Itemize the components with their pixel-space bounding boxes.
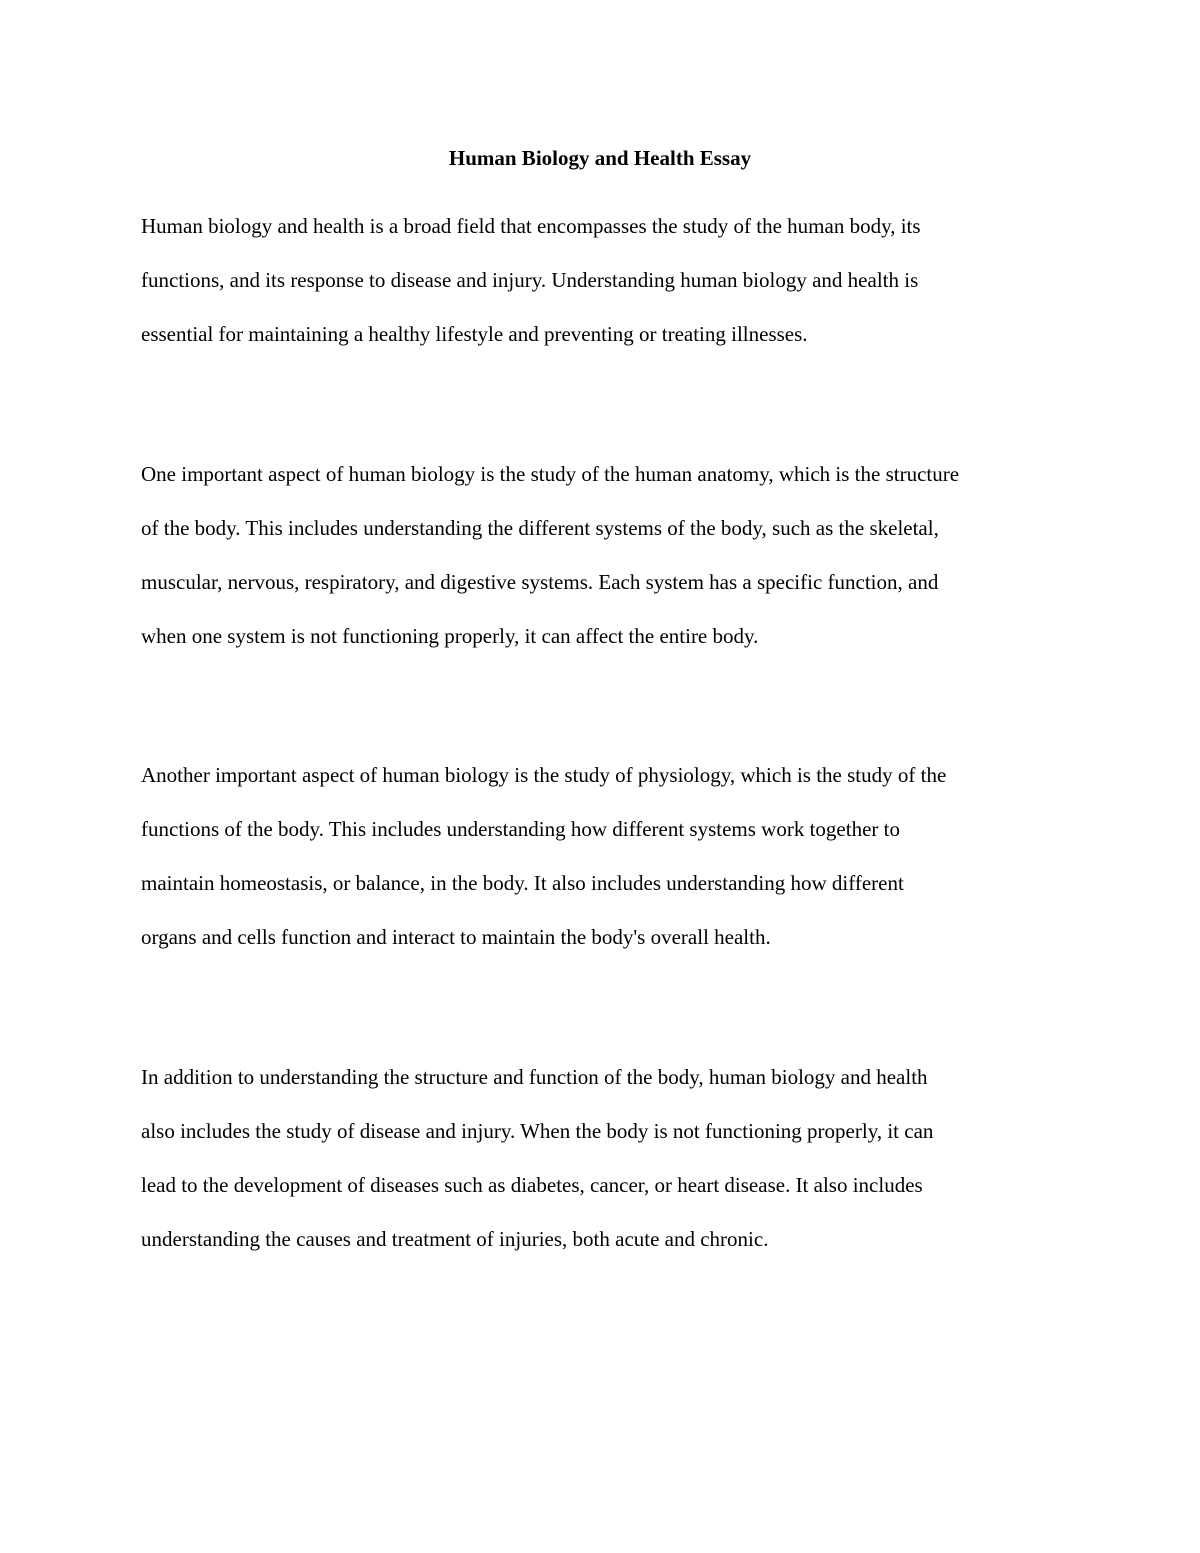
paragraph-line: understanding the causes and treatment of injuries, both acute and chronic. bbox=[141, 1227, 769, 1251]
paragraph-line: In addition to understanding the structure and function of the body, human biology and health bbox=[141, 1065, 928, 1089]
paragraph-line: Human biology and health is a broad field that encompasses the study of the human body, its bbox=[141, 214, 921, 238]
paragraph-line: One important aspect of human biology is the study of the human anatomy, which is the structure bbox=[141, 462, 960, 486]
paragraph-line: functions, and its response to disease and injury. Understanding human biology and health is bbox=[141, 268, 919, 292]
paragraph-1 bbox=[141, 199, 921, 361]
paragraph-line: muscular, nervous, respiratory, and digestive systems. Each system has a specific function, and bbox=[141, 570, 939, 594]
paragraph-3 bbox=[141, 748, 946, 964]
paragraph-line: of the body. This includes understanding the different systems of the body, such as the skeletal, bbox=[141, 516, 939, 540]
paragraph-line: maintain homeostasis, or balance, in the body. It also includes understanding how different bbox=[141, 871, 904, 895]
paragraph-line: organs and cells function and interact to maintain the body's overall health. bbox=[141, 925, 771, 949]
paragraph-line: Another important aspect of human biology is the study of physiology, which is the study of the bbox=[141, 763, 947, 787]
paragraph-line: essential for maintaining a healthy lifestyle and preventing or treating illnesses. bbox=[141, 322, 808, 346]
paragraph-line: also includes the study of disease and injury. When the body is not functioning properly, it can bbox=[141, 1119, 934, 1143]
paragraph-4 bbox=[141, 1050, 933, 1266]
paragraph-line: functions of the body. This includes understanding how different systems work together to bbox=[141, 817, 900, 841]
paragraph-line: lead to the development of diseases such as diabetes, cancer, or heart disease. It also includes bbox=[141, 1173, 923, 1197]
paragraph-line: when one system is not functioning properly, it can affect the entire body. bbox=[141, 624, 759, 648]
document-title: Human Biology and Health Essay bbox=[448, 146, 752, 170]
paragraph-2 bbox=[141, 447, 959, 663]
